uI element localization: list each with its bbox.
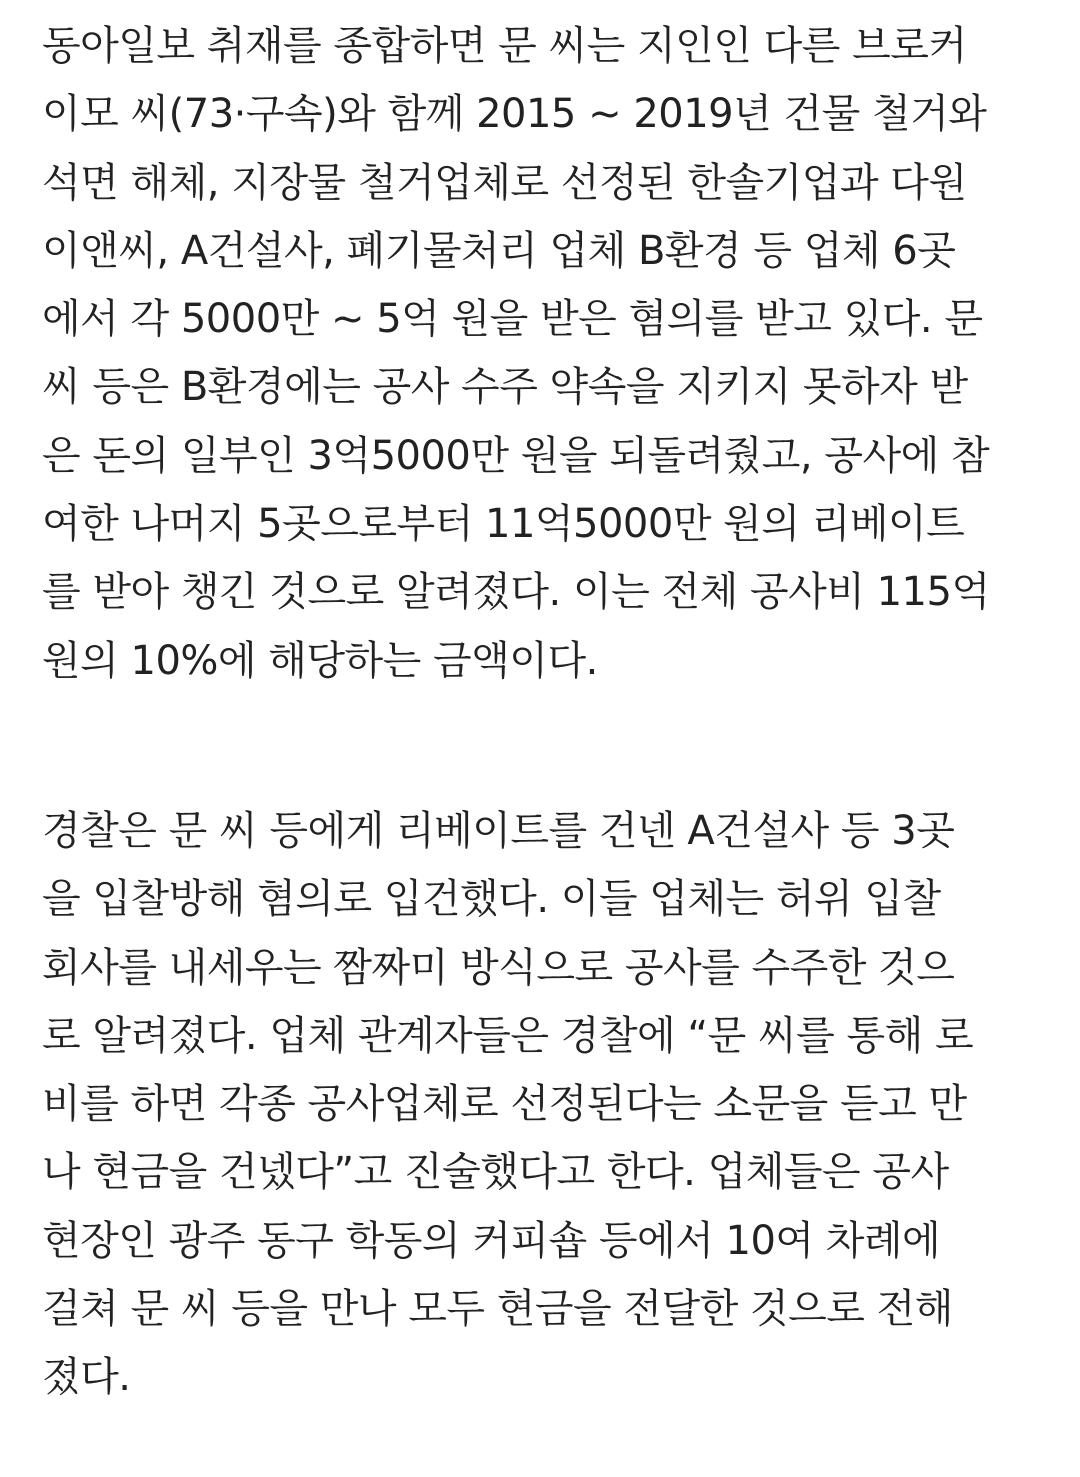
text-line: 이모 씨(73·구속)와 함께 2015 ~ 2019년 건물 철거와	[42, 91, 987, 138]
text-line: 비를 하면 각종 공사업체로 선정된다는 소문을 듣고 만	[42, 1081, 967, 1128]
text-line: 경찰은 문 씨 등에게 리베이트를 건넨 A건설사 등 3곳	[42, 808, 955, 854]
text-line: 를 받아 챙긴 것으로 알려졌다. 이는 전체 공사비 115억	[42, 569, 990, 616]
text-line: 나 현금을 건넸다”고 진술했다고 한다. 업체들은 공사	[42, 1149, 949, 1196]
text-line: 석면 해체, 지장물 철거업체로 선정된 한솔기업과 다원	[42, 159, 967, 206]
text-line: 걸쳐 문 씨 등을 만나 모두 현금을 전달한 것으로 전해	[42, 1286, 953, 1333]
text-line: 현장인 광주 동구 학동의 커피숍 등에서 10여 차례에	[42, 1217, 941, 1264]
text-line: 동아일보 취재를 종합하면 문 씨는 지인인 다른 브로커	[42, 23, 967, 69]
text-line: 졌다.	[42, 1354, 131, 1401]
text-line: 로 알려졌다. 업체 관계자들은 경찰에 “문 씨를 통해 로	[42, 1012, 974, 1059]
text-line: 에서 각 5000만 ~ 5억 원을 받은 혐의를 받고 있다. 문	[42, 296, 983, 343]
text-line: 은 돈의 일부인 3억5000만 원을 되돌려줬고, 공사에 참	[42, 432, 990, 479]
text-line: 을 입찰방해 혐의로 입건했다. 이들 업체는 허위 입찰	[42, 876, 941, 923]
text-line: 이앤씨, A건설사, 폐기물처리 업체 B환경 등 업체 6곳	[42, 227, 956, 274]
text-line: 원의 10%에 해당하는 금액이다.	[42, 637, 598, 684]
text-line: 씨 등은 B환경에는 공사 수주 약속을 지키지 못하자 받	[42, 364, 968, 411]
text-line: 회사를 내세우는 짬짜미 방식으로 공사를 수주한 것으	[42, 944, 955, 991]
paragraph-2	[42, 797, 973, 1412]
text-line: 여한 나머지 5곳으로부터 11억5000만 원의 리베이트	[42, 501, 965, 548]
paragraph-1	[42, 12, 990, 695]
